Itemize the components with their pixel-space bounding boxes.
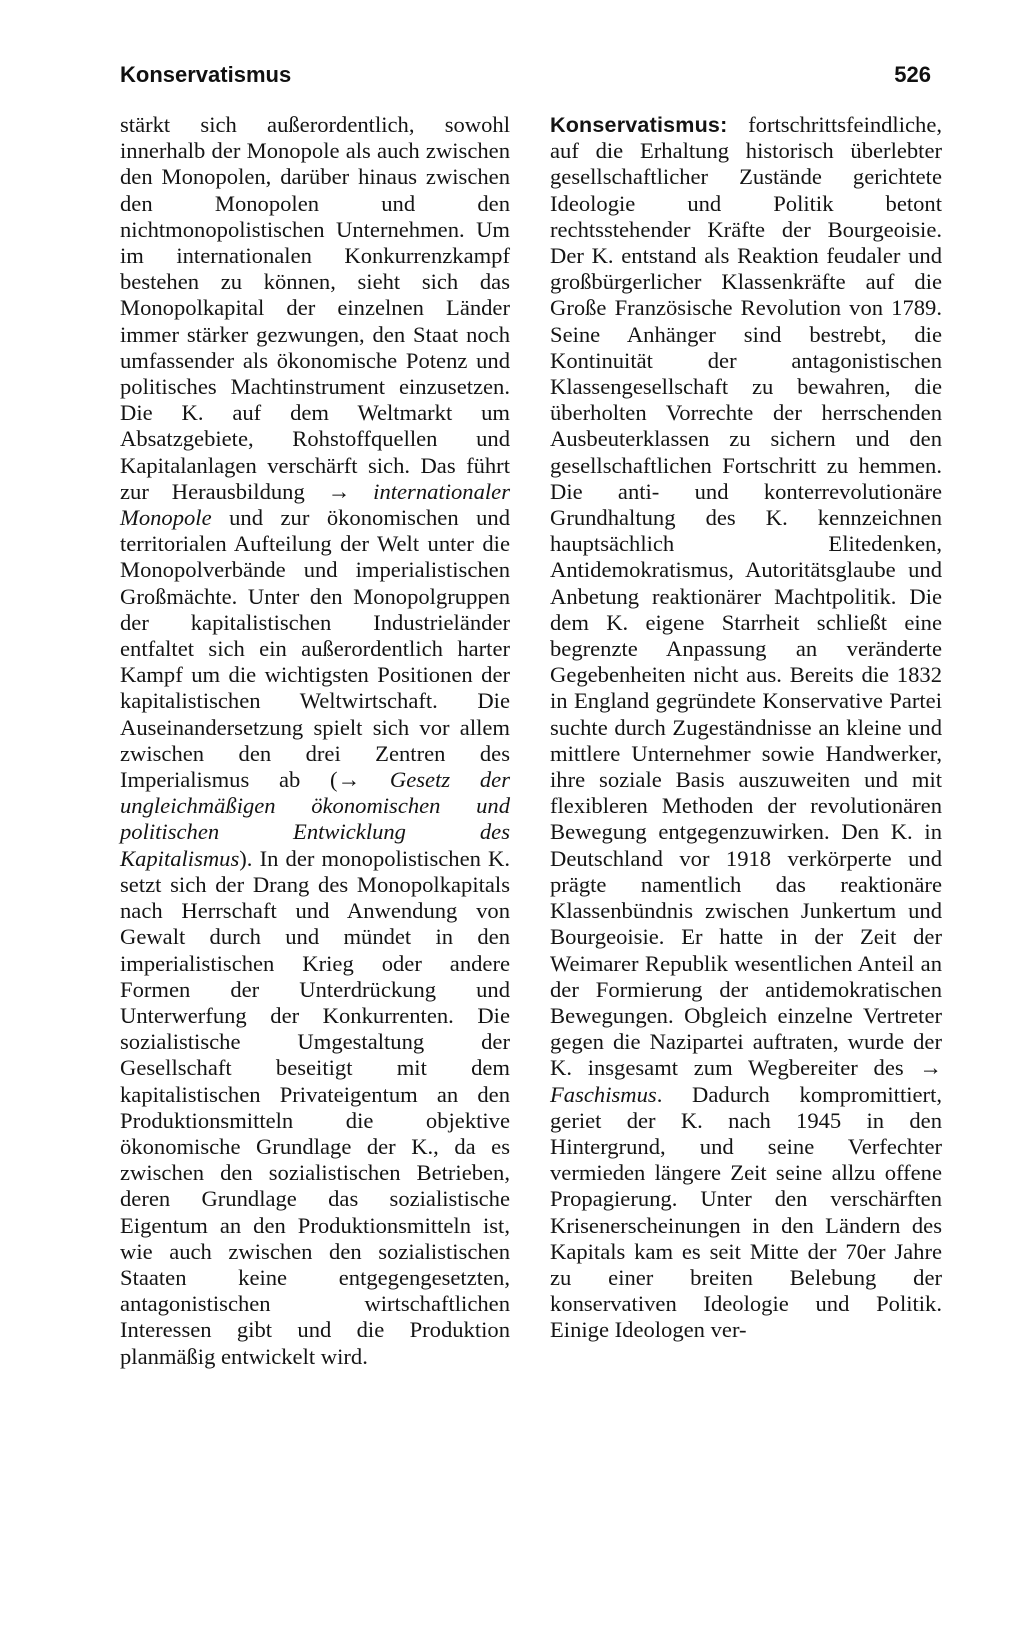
right-column — [550, 112, 942, 1344]
running-head — [120, 58, 931, 92]
running-head-title: Konservatismus — [120, 62, 292, 87]
cross-reference-monopole: → internationaler Monopole — [120, 478, 510, 531]
left-text-3: ). In der monopolistischen K. setzt sich der Drang des Monopolkapitals nach Herrschaft und Anwendung von Gewalt durch und mündet in den imperialistischen Krieg oder andere Formen der Unterdrückung und Unterwerfung der Konkurrenten. Die sozialistische Umgestaltung der Gesellschaft beseitigt mit dem kapitalistischen Privateigentum an den Produktionsmitteln die objektive ökonomische Grundlage der K., da es zwischen den sozialistischen Betrieben, deren Grundlage das sozialistische Eigentum an den Produktionsmitteln ist, wie auch zwischen den sozialistischen Staaten keine entgegengesetzten, antagonistischen wirtschaftlichen Interessen gibt und die Produktion planmäßig entwickelt wird. — [120, 845, 510, 1369]
left-column — [120, 112, 510, 1370]
left-paragraph — [120, 112, 510, 1370]
left-text-1: stärkt sich außerordentlich, sowohl innerhalb der Monopole als auch zwischen den Monopolen, darüber hinaus zwischen den Monopolen und den nichtmonopolistischen Unternehmen. Um im internationalen Konkurrenzkampf bestehen zu können, sieht sich das Monopolkapital der einzelnen Länder immer stärker gezwungen, den Staat noch umfassender als ökonomische Potenz und politisches Machtinstrument einzusetzen. Die K. auf dem Weltmarkt um Absatzgebiete, Rohstoffquellen und Kapitalanlagen verschärft sich. Das führt zur Herausbildung — [120, 112, 510, 504]
cross-reference-gesetz: → Gesetz der ungleichmäßigen ökonomischen und politischen Entwicklung des Kapitalismus — [120, 767, 510, 871]
page-number: 526 — [894, 62, 931, 87]
right-text-2: . Dadurch kompromittiert, geriet der K. nach 1945 in den Hintergrund, und seine Verfechter vermieden längere Zeit seine allzu offene Propagierung. Unter den verschärften Krisenerscheinungen in den Ländern des Kapitals kam es seit Mitte der 70er Jahre zu einer breiten Belebung der konservativen Ideologie und Politik. Einige Ideologen ver- — [550, 1081, 942, 1343]
left-text-2: und zur ökonomischen und territorialen Aufteilung der Welt unter die Monopolverbände und imperialistischen Großmächte. Unter den Monopolgruppen der kapitalistischen Industrieländer entfaltet sich ein außerordentlich harter Kampf um die wichtigsten Positionen der kapitalistischen Weltwirtschaft. Die Auseinandersetzung spielt sich vor allem zwischen den drei Zentren des Imperialismus ab ( — [120, 505, 510, 793]
entry-konservatismus — [550, 112, 942, 1344]
cross-reference-faschismus: → Faschismus — [550, 1055, 942, 1107]
right-text-1: fortschrittsfeindliche, auf die Erhaltung historisch überlebter gesellschaftlicher Zustände gerichtete Ideologie und Politik betont rechtsstehender Kräfte der Bourgeoisie. Der K. entstand als Reaktion feudaler und großbürgerlicher Klassenkräfte auf die Große Französische Revolution von 1789. Seine Anhänger sind bestrebt, die Kontinuität der antagonistischen Klassengesellschaft zu bewahren, die überholten Vorrechte der herrschenden Ausbeuterklassen zu sichern und den gesellschaftlichen Fortschritt zu hemmen. Die anti- und konterrevolutionäre Grundhaltung des K. kennzeichnen hauptsächlich Elitedenken, Antidemokratismus, Autoritätsglaube und Anbetung reaktionärer Machtpolitik. Die dem K. eigene Starrheit schließt eine begrenzte Anpassung an veränderte Gegebenheiten nicht aus. Bereits die 1832 in England gegründete Konservative Partei suchte durch Zugeständnisse an kleine und mittlere Unternehmer sowie Handwerker, ihre soziale Basis auszuweiten und mit flexibleren Methoden der revolutionären Bewegung entgegenzuwirken. Den K. in Deutschland vor 1918 verkörperte und prägte namentlich das reaktionäre Klassenbündnis zwischen Junkertum und Bourgeoisie. Er hatte in der Zeit der Weimarer Republik wesentlichen Anteil an der Formierung der antidemokratischen Bewegungen. Obgleich einzelne Vertreter gegen die Nazipartei auftraten, wurde der K. insgesamt zum Wegbereiter des — [550, 112, 942, 1081]
entry-lemma: Konservatismus: — [550, 113, 728, 137]
